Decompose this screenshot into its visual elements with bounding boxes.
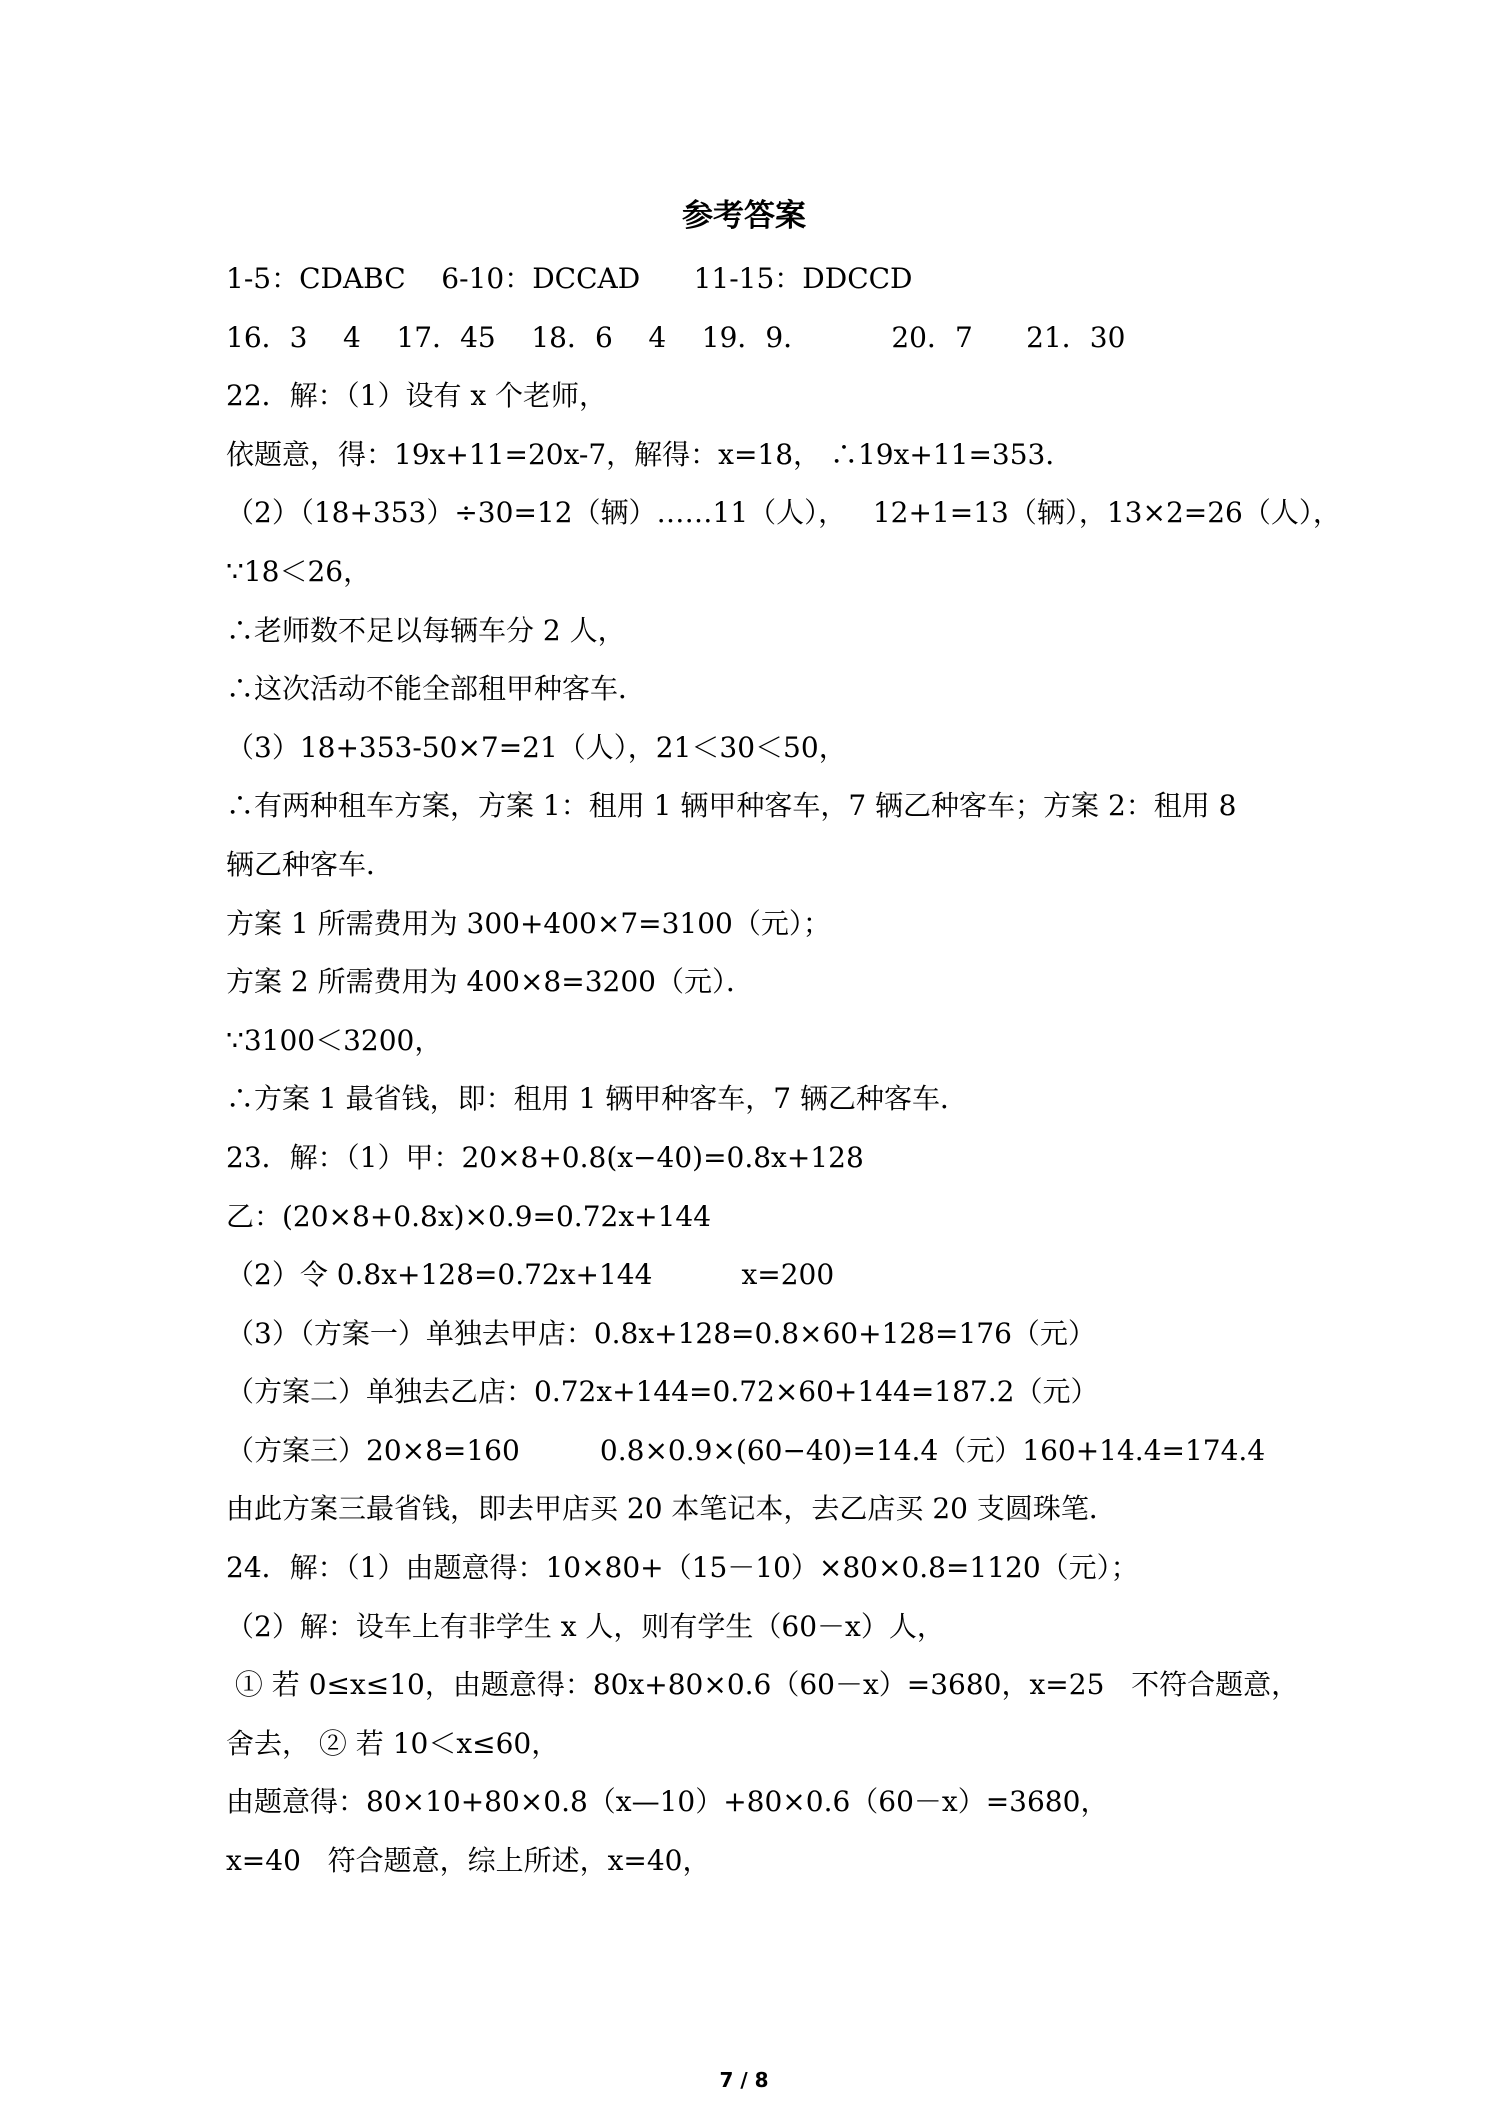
answer-line: ∴老师数不足以每辆车分 2 人， (226, 613, 626, 647)
answer-line: 辆乙种客车． (226, 847, 395, 881)
answer-line: ∴这次活动不能全部租甲种客车． (226, 672, 647, 706)
page-number: 7 / 8 (719, 2068, 769, 2092)
answer-line: （2）解：设车上有非学生 x 人，则有学生（60－x）人， (226, 1609, 945, 1643)
answer-line: （方案三）20×8=160 0.8×0.9×(60−40)=14.4（元）160+14.4=174.4 (226, 1433, 1266, 1467)
answer-line: 22．解：（1）设有 x 个老师， (226, 379, 608, 413)
answer-line: 1-5：CDABC 6-10：DCCAD 11-15：DDCCD (226, 262, 913, 295)
answer-line: 方案 2 所需费用为 400×8=3200（元）． (226, 965, 754, 999)
answer-line: 23．解：（1）甲：20×8+0.8(x−40)=0.8x+128 (226, 1140, 864, 1174)
answer-line: ① 若 0≤x≤10，由题意得：80x+80×0.6（60－x）=3680，x=25 不符合题意， (226, 1668, 1300, 1702)
answer-line: 乙：(20×8+0.8x)×0.9=0.72x+144 (226, 1199, 712, 1233)
answer-line: ∴有两种租车方案，方案 1：租用 1 辆甲种客车，7 辆乙种客车；方案 2：租用 8 (226, 789, 1237, 823)
answer-body (226, 250, 1341, 1891)
answer-line: （2）令 0.8x+128=0.72x+144 x=200 (226, 1258, 835, 1292)
answer-line: ∵18＜26， (226, 554, 372, 588)
answer-line: ∴方案 1 最省钱，即：租用 1 辆甲种客车，7 辆乙种客车． (226, 1082, 968, 1116)
page-title: 参考答案 (682, 198, 806, 234)
answer-line: 依题意，得：19x+11=20x-7，解得：x=18， ∴19x+11=353． (226, 437, 1074, 471)
answer-line: 由题意得：80×10+80×0.8（x—10）+80×0.6（60－x）=3680， (226, 1785, 1109, 1819)
answer-line: （2）（18+353）÷30=12（辆）……11（人）， 12+1=13（辆），13×2=26（人）， (226, 496, 1341, 530)
answer-line: 方案 1 所需费用为 300+400×7=3100（元）； (226, 906, 831, 940)
answer-line: x=40 符合题意，综上所述，x=40， (226, 1844, 711, 1878)
answer-line: （方案二）单独去乙店：0.72x+144=0.72×60+144=187.2（元） (226, 1375, 1099, 1409)
answer-line: 16．3 4 17．45 18．6 4 19．9． 20．7 21．30 (226, 320, 1126, 354)
answer-line: 由此方案三最省钱，即去甲店买 20 本笔记本，去乙店买 20 支圆珠笔． (226, 1492, 1117, 1526)
answer-line: （3）（方案一）单独去甲店：0.8x+128=0.8×60+128=176（元） (226, 1316, 1096, 1350)
answer-line: ∵3100＜3200， (226, 1023, 443, 1057)
answer-line: 舍去， ② 若 10＜x≤60， (226, 1726, 560, 1760)
answer-line: 24．解：（1）由题意得：10×80+（15－10）×80×0.8=1120（元）； (226, 1551, 1139, 1585)
answer-line: （3）18+353-50×7=21（人），21＜30＜50， (226, 730, 847, 764)
